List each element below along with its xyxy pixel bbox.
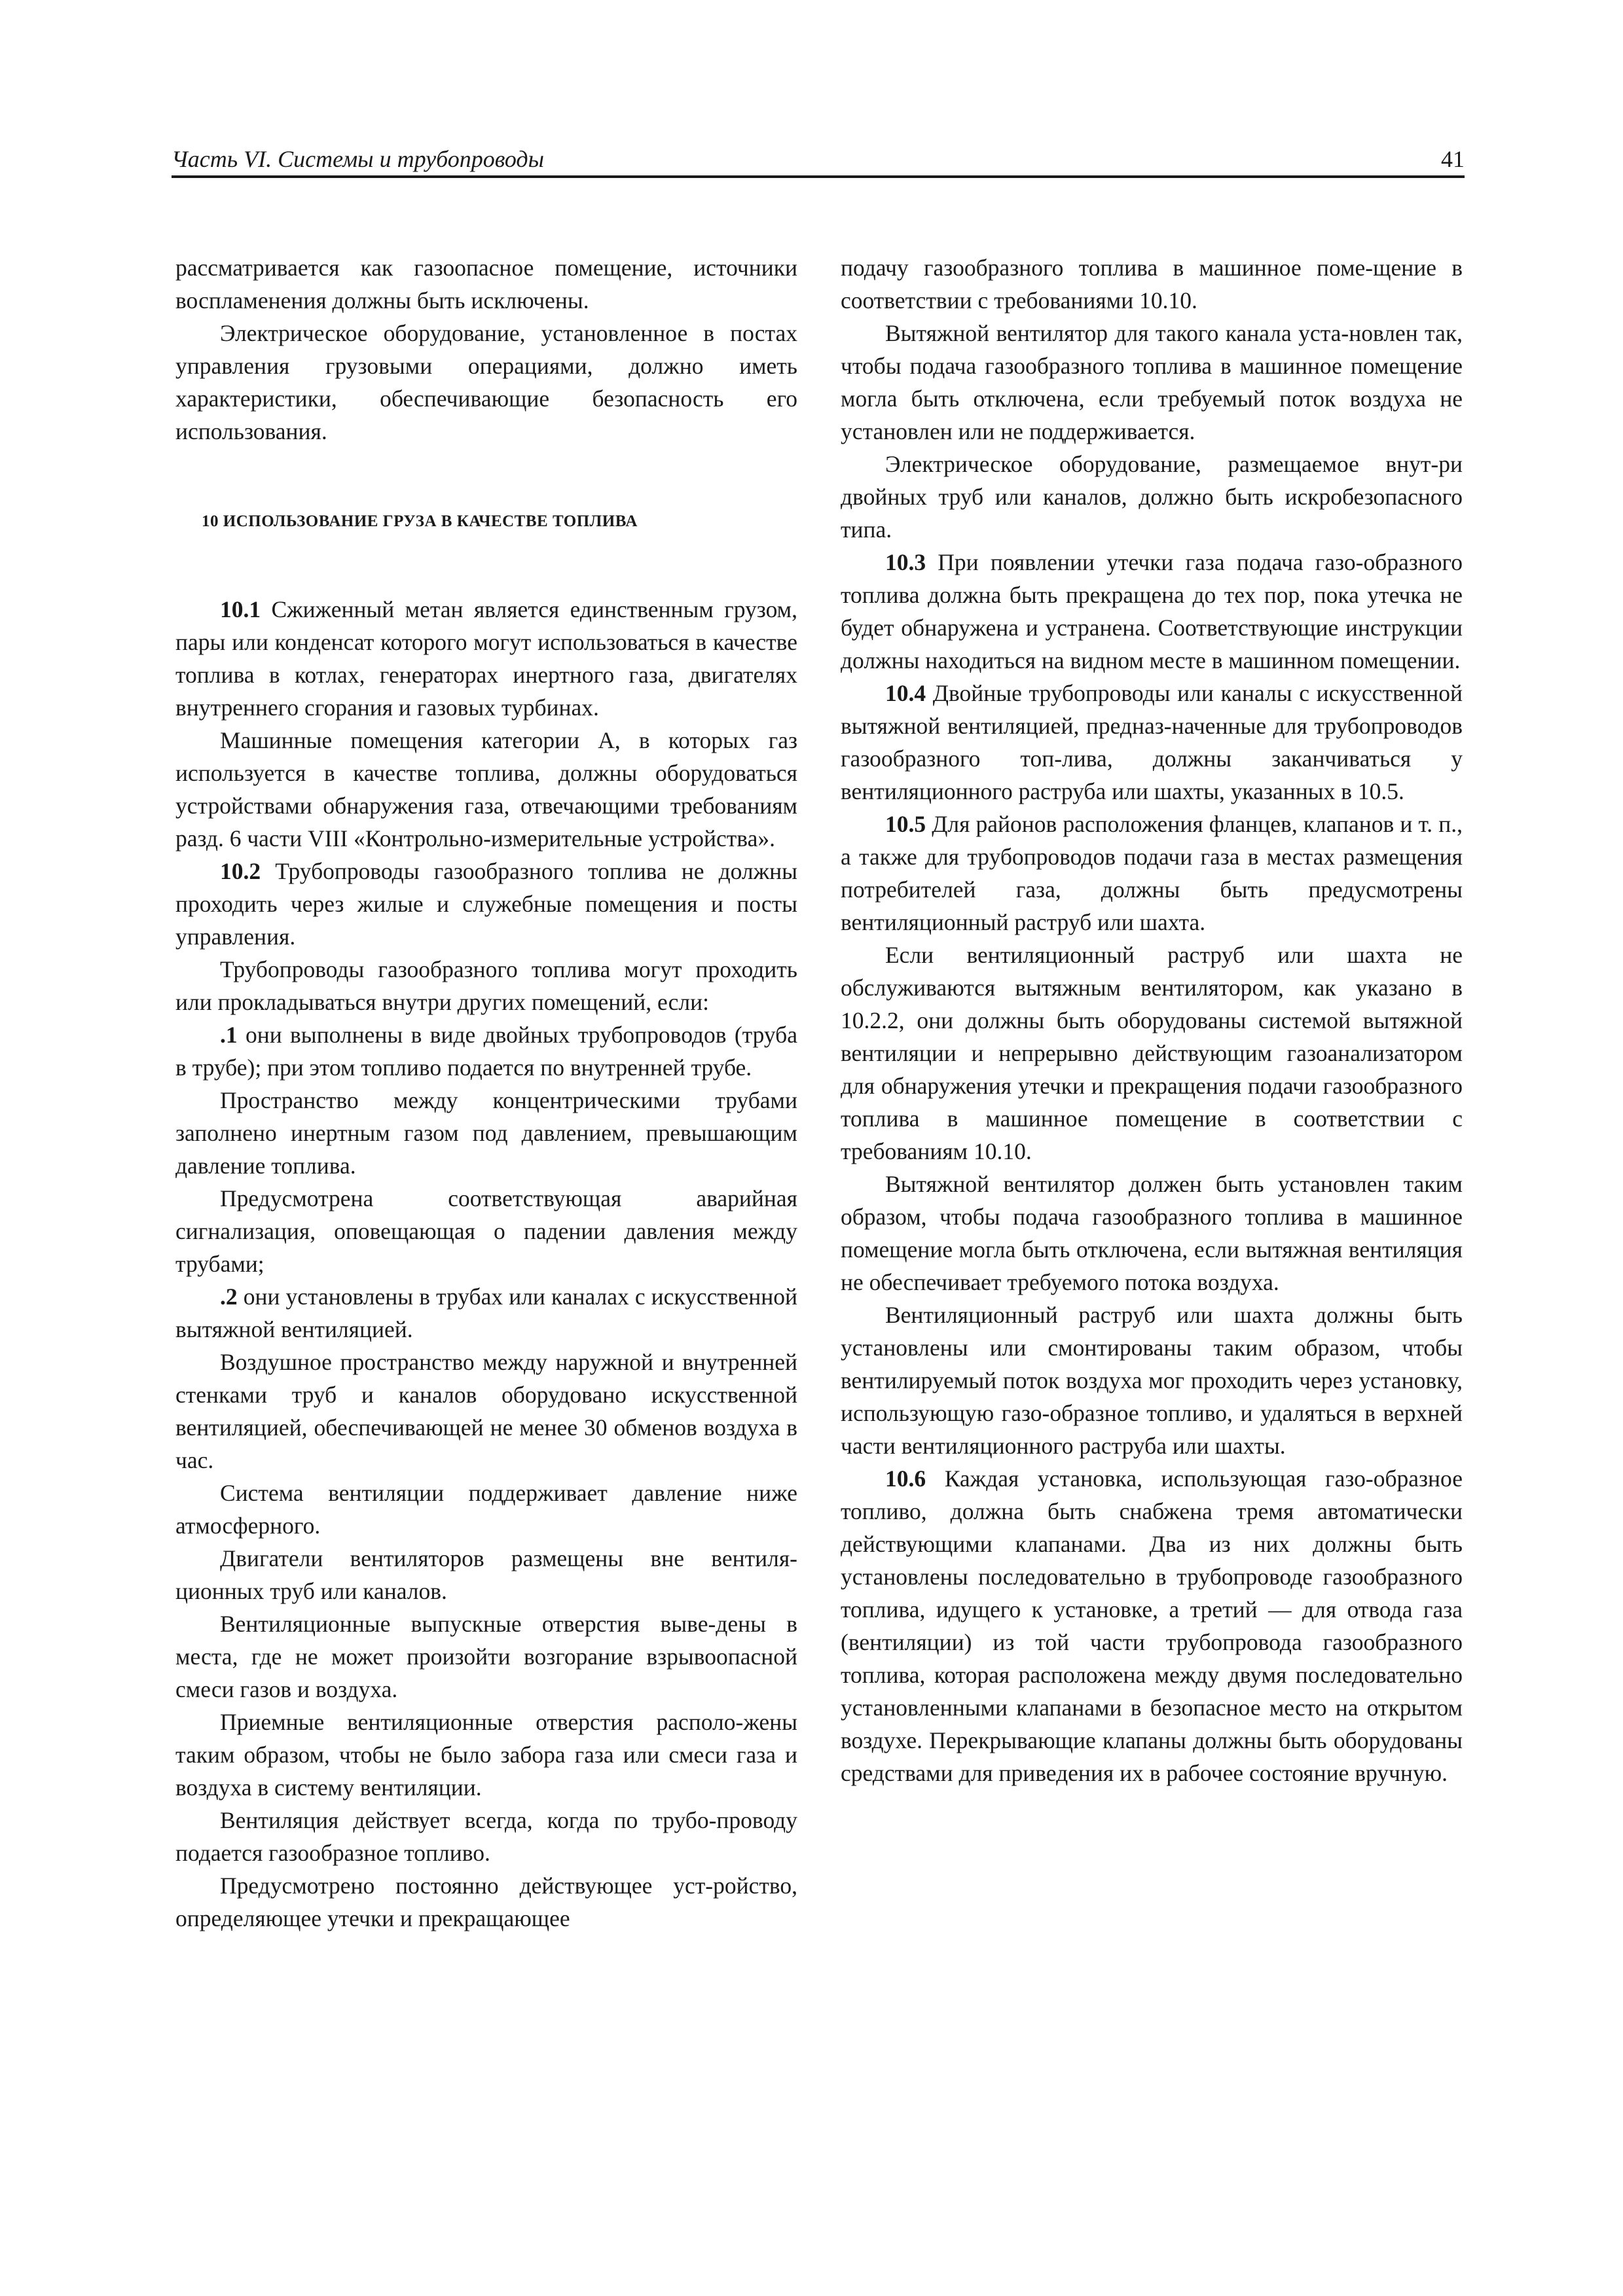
paragraph <box>841 546 1463 677</box>
left-column <box>175 251 797 1935</box>
paragraph: Вентиляционные выпускные отверстия выве-дены в места, где не может произойти возгорание взрывоопасной смеси газов и воздуха. <box>175 1611 797 1702</box>
paragraph: Приемные вентиляционные отверстия располо-жены таким образом, чтобы не было забора газа или смеси газа и воздуха в систему вентиляции. <box>175 1709 797 1801</box>
paragraph <box>175 855 797 953</box>
paragraph: Машинные помещения категории А, в которых газ используется в качестве топлива, должны оборудоваться устройствами обнаружения газа, отвечающими требованиям разд. 6 части VIII «Контрольно-измерительные устройства». <box>175 727 797 852</box>
paragraph: Электрическое оборудование, размещаемое внут-ри двойных труб или каналов, должно быть искробезопасного типа. <box>841 451 1463 543</box>
paragraph <box>841 1462 1463 1789</box>
clause-number: 10.1 <box>220 596 261 622</box>
paragraph <box>841 677 1463 808</box>
paragraph <box>175 593 797 724</box>
paragraph <box>175 1018 797 1084</box>
running-header <box>172 145 1465 178</box>
paragraph-text: Сжиженный метан является единственным грузом, пары или конденсат которого могут использоваться в качестве топлива в котлах, генераторах инертного газа, двигателях внутреннего сгорания и газовых турбинах. <box>175 596 797 721</box>
clause-number: 10.5 <box>885 811 926 837</box>
paragraph-text: Трубопроводы газообразного топлива не должны проходить через жилые и служебные помещения и посты управления. <box>175 858 797 950</box>
paragraph: рассматривается как газоопасное помещение, источники воспламенения должны быть исключены. <box>175 255 797 314</box>
paragraph: Воздушное пространство между наружной и внутренней стенками труб и каналов оборудовано искусственной вентиляцией, обеспечивающей не менее 30 обменов воздуха в час. <box>175 1349 797 1473</box>
paragraph-text: При появлении утечки газа подача газо-образного топлива должна быть прекращена до тех пор, пока утечка не будет обнаружена и устранена. Соответствующие инструкции должны находиться на видном месте в машинном помещении. <box>841 549 1463 673</box>
header-title: Часть VI. Системы и трубопроводы <box>172 146 544 172</box>
paragraph: Вытяжной вентилятор для такого канала уста-новлен так, чтобы подача газообразного топлива в машинное помещение могла быть отключена, если требуемый поток воздуха не установлен или не поддерживается. <box>841 320 1463 444</box>
paragraph-text: они выполнены в виде двойных трубопроводов (труба в трубе); при этом топливо подается по внутренней трубе. <box>175 1022 797 1081</box>
paragraph-text: они установлены в трубах или каналах с искусственной вытяжной вентиляцией. <box>175 1283 797 1342</box>
clause-number: 10.3 <box>885 549 926 575</box>
header-rule <box>172 175 1465 178</box>
paragraph: Если вентиляционный раструб или шахта не обслуживаются вытяжным вентилятором, как указано в 10.2.2, они должны быть оборудованы системой вытяжной вентиляции и непрерывно действующим газоанализатором для обнаружения утечки и прекращения подачи газообразного топлива в машинное помещение в соответствии с требованиям 10.10. <box>841 942 1463 1164</box>
paragraph: Предусмотрено постоянно действующее уст-ройство, определяющее утечки и прекращающее <box>175 1873 797 1931</box>
page-number: 41 <box>1441 146 1465 172</box>
paragraph-text: Двойные трубопроводы или каналы с искусственной вытяжной вентиляцией, предназ-наченные для трубопроводов газообразного топ-лива, должны заканчиваться у вентиляционного раструба или шахты, указанных в 10.5. <box>841 680 1463 804</box>
item-number: .2 <box>220 1283 238 1310</box>
paragraph: Электрическое оборудование, установленное в постах управления грузовыми операциями, должно иметь характеристики, обеспечивающие безопасность его использования. <box>175 320 797 444</box>
paragraph: Вытяжной вентилятор должен быть установлен таким образом, чтобы подача газообразного топлива в машинное помещение могла быть отключена, если вытяжная вентиляция не обеспечивает требуемого потока воздуха. <box>841 1171 1463 1295</box>
right-column <box>841 251 1463 1789</box>
paragraph: Двигатели вентиляторов размещены вне вентиля-ционных труб или каналов. <box>175 1545 797 1604</box>
clause-number: 10.2 <box>220 858 261 884</box>
paragraph <box>175 1280 797 1346</box>
paragraph-text: Для районов расположения фланцев, клапанов и т. п., а также для трубопроводов подачи газа в местах размещения потребителей газа, должны быть предусмотрены вентиляционный раструб или шахта. <box>841 811 1463 935</box>
paragraph-text: Каждая установка, использующая газо-образное топливо, должна быть снабжена тремя автоматически действующими клапанами. Два из них должны быть установлены последовательно в трубопроводе газообразного топлива, идущего к установке, а третий — для отвода газа (вентиляции) из той части трубопровода газообразного топлива, которая расположена между двумя последовательно установленными клапанами в безопасное место на открытом воздухе. Перекрывающие клапаны должны быть оборудованы средствами для приведения их в рабочее состояние вручную. <box>841 1465 1463 1786</box>
paragraph: подачу газообразного топлива в машинное поме-щение в соответствии с требованиями 10.10. <box>841 255 1463 314</box>
paragraph: Предусмотрена соответствующая аварийная сигнализация, оповещающая о падении давления между трубами; <box>175 1185 797 1277</box>
item-number: .1 <box>220 1022 238 1048</box>
clause-number: 10.6 <box>885 1465 926 1492</box>
section-heading: 10 ИСПОЛЬЗОВАНИЕ ГРУЗА В КАЧЕСТВЕ ТОПЛИВА <box>202 512 638 530</box>
paragraph: Система вентиляции поддерживает давление ниже атмосферного. <box>175 1480 797 1539</box>
clause-number: 10.4 <box>885 680 926 706</box>
paragraph <box>841 808 1463 939</box>
paragraph: Трубопроводы газообразного топлива могут проходить или прокладываться внутри других помещений, если: <box>175 956 797 1015</box>
paragraph: Пространство между концентрическими трубами заполнено инертным газом под давлением, превышающим давление топлива. <box>175 1087 797 1179</box>
paragraph: Вентиляция действует всегда, когда по трубо-проводу подается газообразное топливо. <box>175 1807 797 1866</box>
paragraph: Вентиляционный раструб или шахта должны быть установлены или смонтированы таким образом, чтобы вентилируемый поток воздуха мог проходить через установку, использующую газо-образное топливо, и удаляться в верхней части вентиляционного раструба или шахты. <box>841 1302 1463 1459</box>
